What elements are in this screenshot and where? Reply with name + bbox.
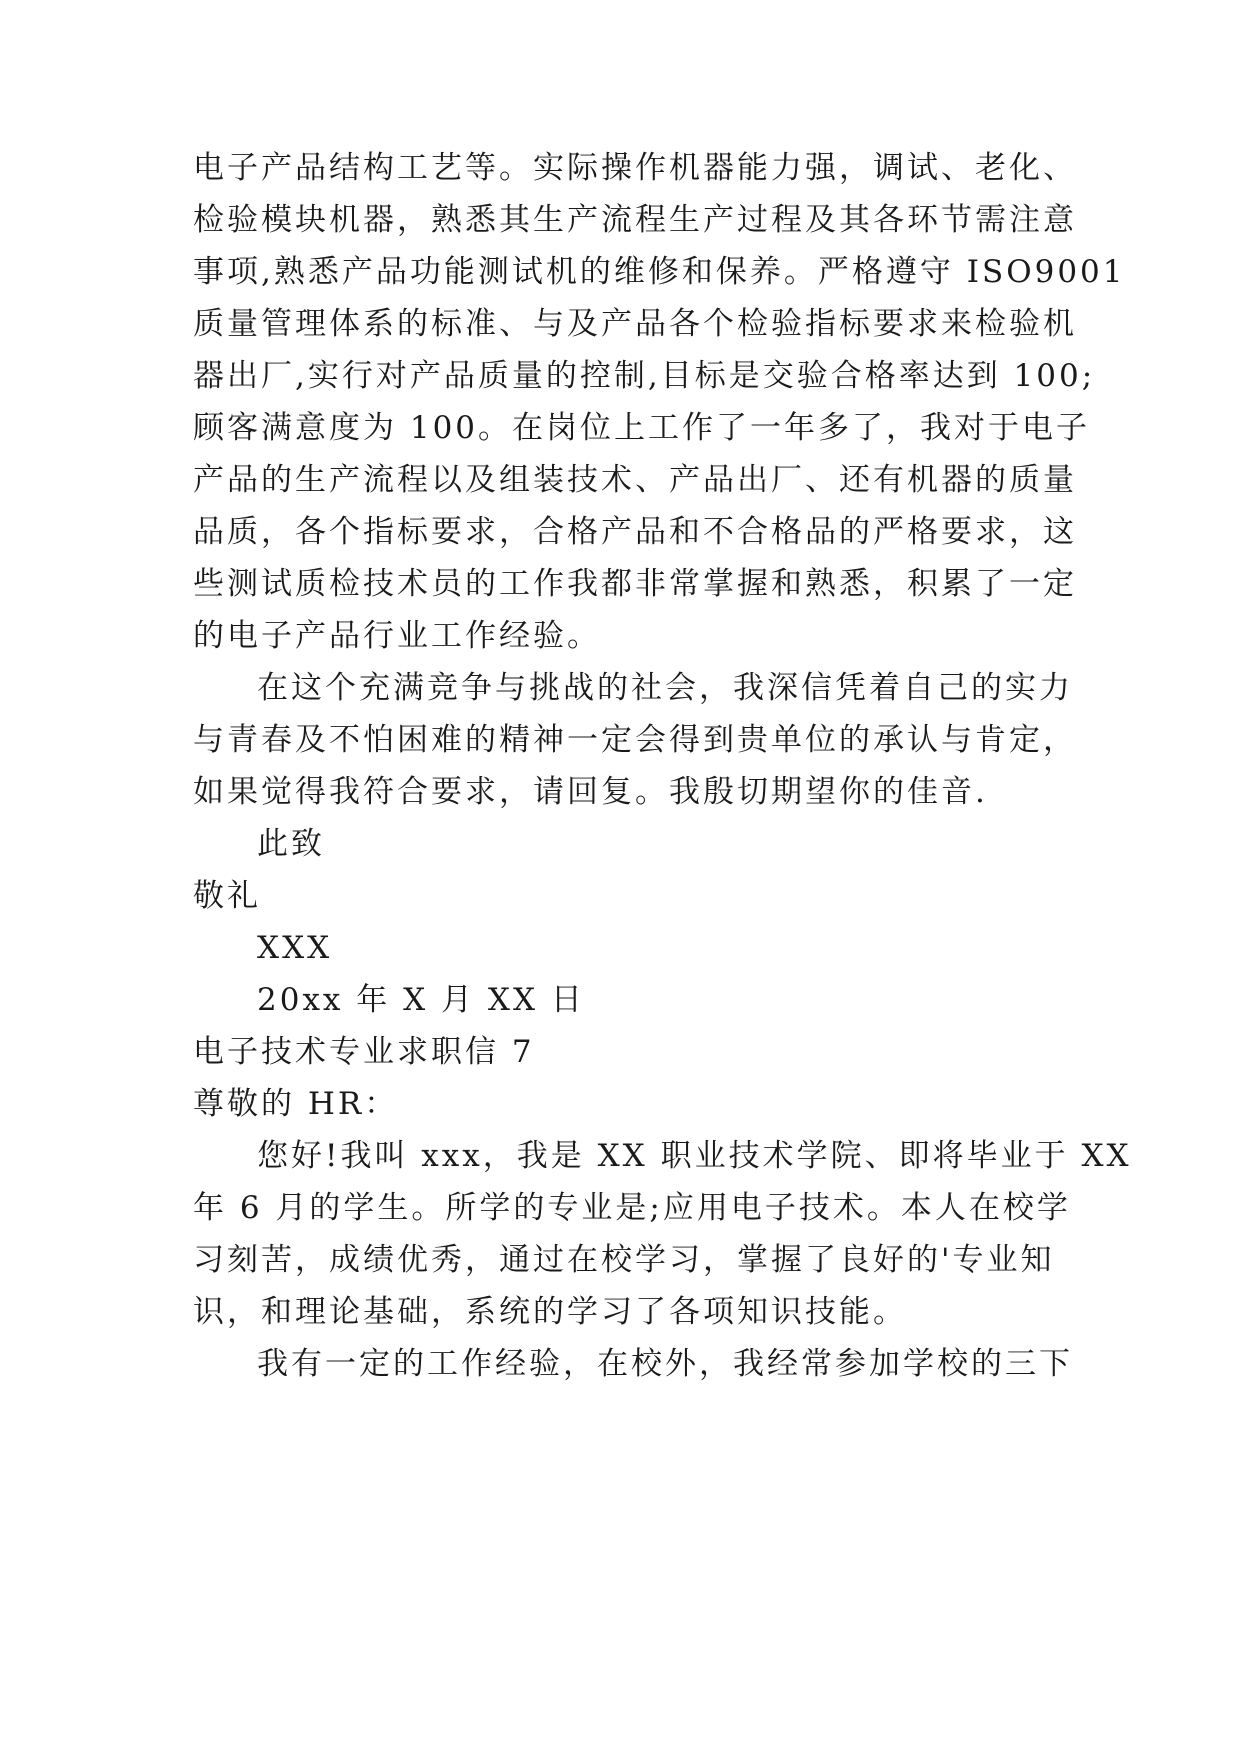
text-line: 识，和理论基础，系统的学习了各项知识技能。 [193,1294,907,1330]
section-title: 电子技术专业求职信 7 [193,1034,535,1070]
signature-date: 20xx 年 X 月 XX 日 [257,982,585,1018]
text-line: 品质，各个指标要求，合格产品和不合格品的严格要求，这 [193,514,1077,550]
text-line: 事项,熟悉产品功能测试机的维修和保养。严格遵守 ISO9001 [193,254,1126,290]
closing-regards: 敬礼 [193,878,261,914]
text-line: 电子产品结构工艺等。实际操作机器能力强，调试、老化、 [193,150,1077,186]
closing-salutation: 此致 [257,826,325,862]
paragraph-start: 在这个充满竞争与挑战的社会，我深信凭着自己的实力 [257,670,1073,706]
greeting: 尊敬的 HR： [193,1086,399,1122]
text-line: 产品的生产流程以及组装技术、产品出厂、还有机器的质量 [193,462,1077,498]
text-line: 质量管理体系的标准、与及产品各个检验指标要求来检验机 [193,306,1077,342]
signature-name: XXX [257,930,333,966]
text-line: 些测试质检技术员的工作我都非常掌握和熟悉，积累了一定 [193,566,1077,602]
text-line: 的电子产品行业工作经验。 [193,618,601,654]
text-line: 检验模块机器，熟悉其生产流程生产过程及其各环节需注意 [193,202,1077,238]
text-line: 器出厂,实行对产品质量的控制,目标是交验合格率达到 100; [193,358,1096,394]
text-line: 顾客满意度为 100。在岗位上工作了一年多了，我对于电子 [193,410,1091,446]
paragraph-start: 我有一定的工作经验，在校外，我经常参加学校的三下 [257,1346,1073,1382]
paragraph-start: 您好!我叫 xxx，我是 XX 职业技术学院、即将毕业于 XX [257,1138,1132,1174]
text-line: 年 6 月的学生。所学的专业是;应用电子技术。本人在校学 [193,1190,1071,1226]
text-line: 如果觉得我符合要求，请回复。我殷切期望你的佳音. [193,774,988,810]
text-line: 与青春及不怕困难的精神一定会得到贵单位的承认与肯定， [193,722,1077,758]
text-line: 习刻苦，成绩优秀，通过在校学习，掌握了良好的'专业知 [193,1242,1055,1278]
